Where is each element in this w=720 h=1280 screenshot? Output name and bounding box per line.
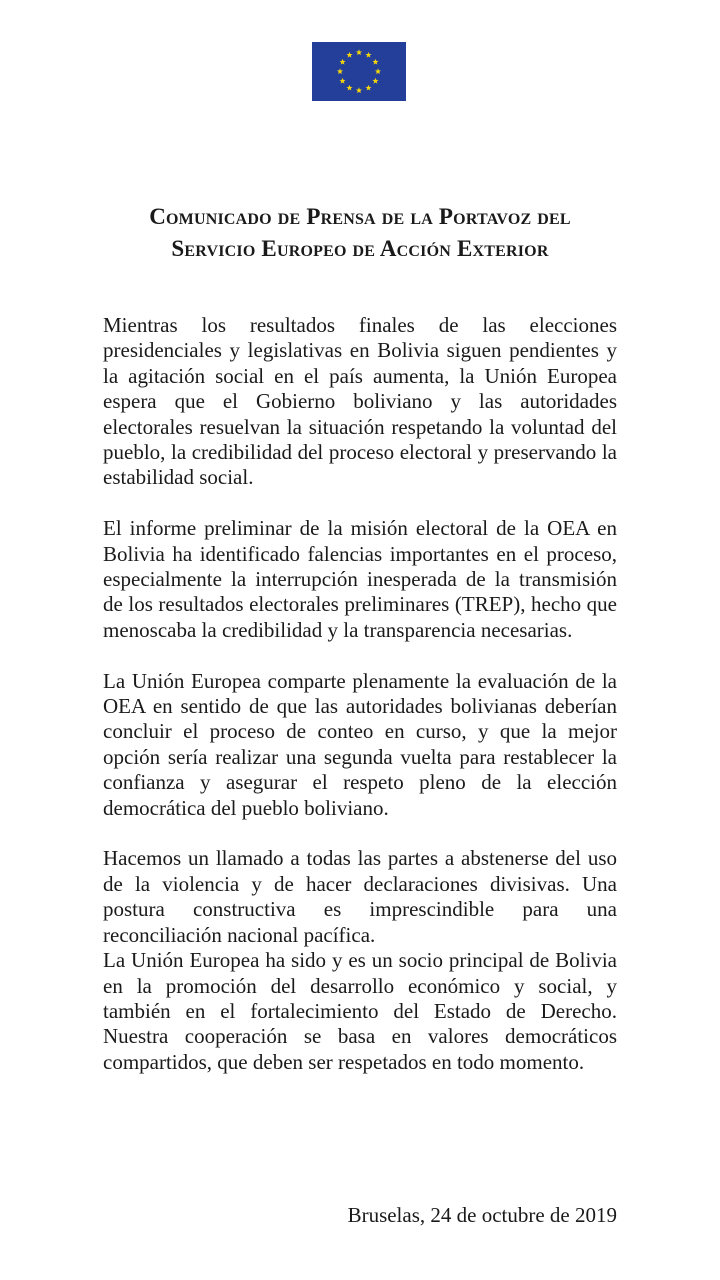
title-line-2: Servicio Europeo de Acción Exterior	[171, 236, 549, 261]
paragraph-2: El informe preliminar de la misión electoral de la OEA en Bolivia ha identificado falencias importantes en el proceso, especialmente la interrupción inesperada de la transmisión de los resultados electorales preliminares (TREP), hecho que menoscaba la credibilidad y la transparencia necesarias.	[103, 516, 617, 642]
eu-star-icon	[346, 85, 352, 91]
eu-star-icon	[375, 68, 381, 74]
eu-star-icon	[346, 52, 352, 58]
eu-star-icon	[372, 59, 378, 65]
paragraph-4: Hacemos un llamado a todas las partes a abstenerse del uso de la violencia y de hacer declaraciones divisivas. Una postura constructiva es imprescindible para una reconciliación nacional pacífica.	[103, 846, 617, 947]
eu-flag-icon	[312, 42, 406, 101]
title-line-1: Comunicado de Prensa de la Portavoz del	[149, 204, 571, 229]
eu-stars-icon	[312, 42, 406, 101]
eu-star-icon	[356, 49, 362, 55]
paragraph-3: La Unión Europea comparte plenamente la evaluación de la OEA en sentido de que las autoridades bolivianas deberían concluir el proceso de conteo en curso, y que la mejor opción sería realizar una segunda vuelta para restablecer la confianza y asegurar el respeto pleno de la elección democrática del pueblo boliviano.	[103, 668, 617, 820]
page-title	[60, 201, 660, 265]
eu-star-icon	[340, 78, 346, 84]
press-release-body	[103, 313, 617, 1075]
paragraph-5: La Unión Europea ha sido y es un socio principal de Bolivia en la promoción del desarrollo económico y social, y también en el fortalecimiento del Estado de Derecho. Nuestra cooperación se basa en valores democráticos compartidos, que deben ser respetados en todo momento.	[103, 948, 617, 1074]
paragraph-1: Mientras los resultados finales de las elecciones presidenciales y legislativas en Bolivia siguen pendientes y la agitación social en el país aumenta, la Unión Europea espera que el Gobierno boliviano y las autoridades electorales resuelvan la situación respetando la voluntad del pueblo, la credibilidad del proceso electoral y preservando la estabilidad social.	[103, 313, 617, 490]
eu-star-icon	[365, 85, 371, 91]
eu-star-icon	[356, 87, 362, 93]
eu-star-icon	[337, 68, 343, 74]
eu-star-icon	[340, 59, 346, 65]
eu-star-icon	[372, 78, 378, 84]
dateline: Bruselas, 24 de octubre de 2019	[347, 1203, 617, 1227]
eu-star-icon	[365, 52, 371, 58]
